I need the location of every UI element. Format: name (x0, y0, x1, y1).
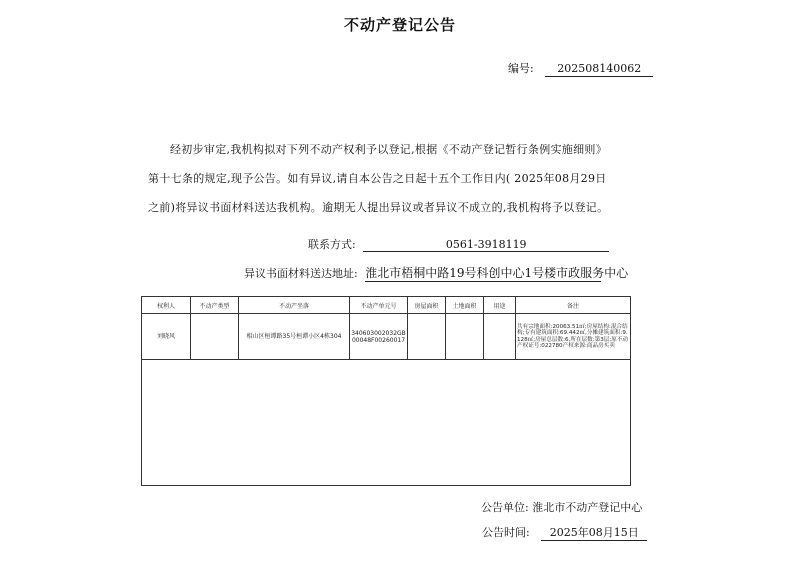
serial-label: 编号: (508, 62, 534, 75)
table-row (142, 314, 631, 360)
serial-value: 202508140062 (545, 62, 653, 77)
issuer-row (481, 499, 642, 515)
issue-date-label: 公告时间: (482, 526, 530, 539)
header-usage: 用途 (484, 297, 516, 314)
header-land-area: 土地面积 (446, 297, 484, 314)
body-line-1: 经初步审定,我机构拟对下列不动产权利予以登记,根据《不动产登记暂行条例实施细则》 (170, 143, 607, 156)
table-header-row (142, 297, 631, 314)
header-unit-no: 不动产单元号 (350, 297, 408, 314)
address-label: 异议书面材料送达地址: (244, 267, 358, 280)
contact-label: 联系方式: (308, 238, 356, 251)
issuer-value: 淮北市不动产登记中心 (532, 501, 643, 514)
issue-date-value: 2025年08月15日 (541, 524, 647, 541)
body-line-2: 第十七条的规定,现予公告。如有异议,请自本公告之日起十五个工作日内( 2025年08月29日 (148, 172, 607, 185)
header-house-area: 房屋面积 (408, 297, 446, 314)
address-row (244, 264, 629, 282)
page-title: 不动产登记公告 (343, 16, 456, 34)
cell-location: 相山区桓谭路35号桓谭小区4栋304 (239, 314, 350, 360)
address-value: 淮北市梧桐中路19号科创中心1号楼市政服务中心 (365, 266, 629, 280)
header-type: 不动产类型 (191, 297, 239, 314)
cell-house-area (408, 314, 446, 360)
cell-unit-no: 340603002032GB00048F00260017 (350, 314, 408, 360)
cell-type (191, 314, 239, 360)
issue-date-row (482, 524, 647, 541)
table-blank-area (142, 360, 631, 486)
contact-row (308, 236, 609, 252)
blank-cell (142, 360, 631, 486)
header-note: 备注 (516, 297, 631, 314)
cell-note: 共有宗地面积:20063.51㎡;房屋结构:混合结构;专有建筑面积:69.442㎡,分摊建筑面积:9.128㎡;房屋总层数:6,所在层数:第3层;原不动产权证号:022780产权来源:商品房买卖 (516, 314, 631, 360)
issuer-label: 公告单位: (481, 501, 529, 514)
cell-land-area (446, 314, 484, 360)
cell-usage (484, 314, 516, 360)
header-location: 不动产坐落 (239, 297, 350, 314)
serial-number (508, 60, 653, 77)
cell-owner: 刘晓风 (142, 314, 191, 360)
contact-value: 0561-3918119 (363, 238, 609, 252)
body-line-3: 之前)将异议书面材料送达我机构。逾期无人提出异议或者异议不成立的,我机构将予以登记。 (148, 201, 609, 214)
property-table (141, 296, 631, 486)
header-owner: 权利人 (142, 297, 191, 314)
